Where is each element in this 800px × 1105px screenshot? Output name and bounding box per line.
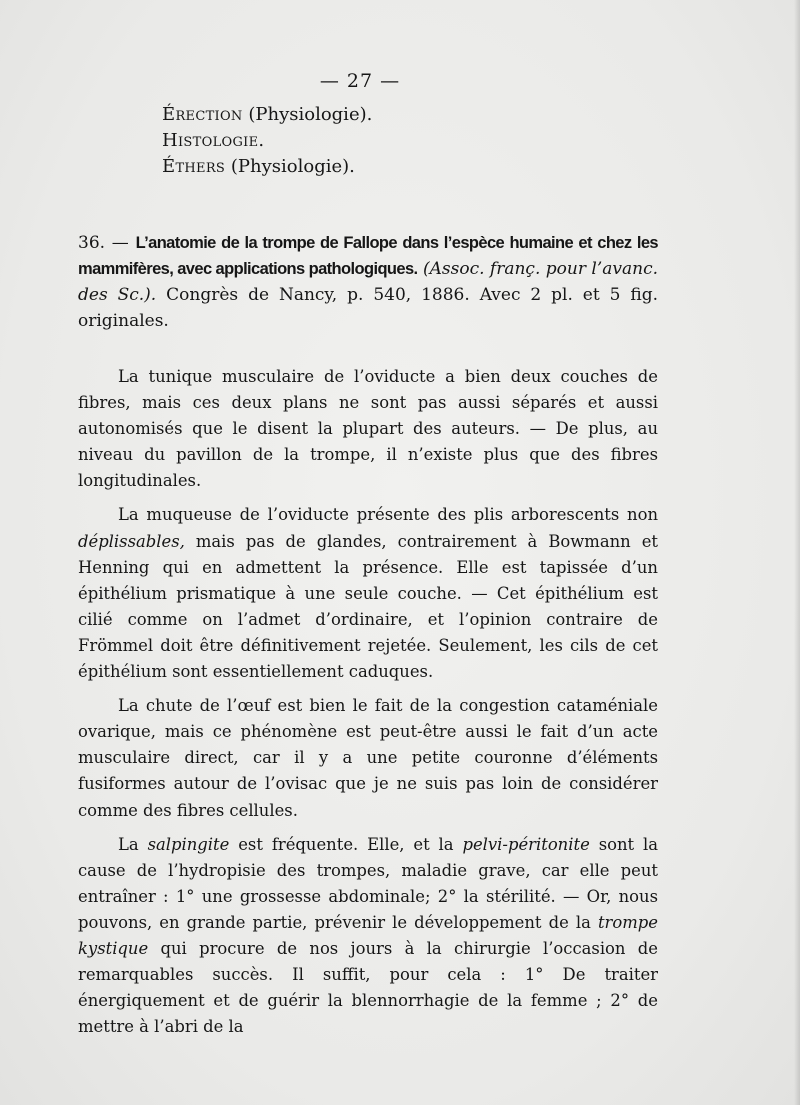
paragraph-text: La chute de l’œuf est bien le fait de la congestion cataméniale ovarique, mais ce phénomène est peut-être aussi le fait d’un acte musculaire direct, car il y a une petite couronne d’éléments fusiformes autour de l’ovisac que je ne suis pas loin de considérer comme des fibres cellules. (78, 696, 658, 820)
entry-details: Congrès de Nancy, p. 540, 1886. Avec 2 pl. et 5 fig. originales. (78, 285, 658, 331)
page-edge-shadow (794, 0, 800, 1105)
cross-reference-ethers (162, 154, 372, 180)
paragraph-text: mais pas de glandes, contrairement à Bowmann et Henning qui en admettent la présence. Elle est tapissée d’un épithélium prismatique à une seule couche. — Cet épithélium est cilié comme on l’admet d’ordinaire, et l’opinion contraire de Frömmel doit être définitivement rejetée. Seulement, les cils de cet épithélium sont essentiellement caduques. (78, 531, 658, 682)
page-number: — 27 — (319, 70, 401, 92)
paragraph-text: sont la cause de l’hydropisie des trompes, maladie grave, car elle peut entraîner : 1° une grossesse abdominale; 2° la stérilité. — Or, nous pouvons, en grande partie, prévenir le développement de la (78, 834, 659, 932)
italic-term: trompe kystique (78, 912, 658, 958)
paragraph-text: est fréquente. Elle, et la (238, 834, 454, 854)
paragraph-salpingitis (78, 832, 658, 1041)
xref-qualifier: (Physiologie). (230, 156, 355, 177)
italic-term: déplissables, (78, 531, 185, 551)
paragraph-mucosa (78, 502, 658, 685)
paragraph-musculature (78, 364, 658, 494)
xref-qualifier: (Physiologie). (248, 104, 373, 125)
paragraph-text: La tunique musculaire de l’oviducte a bien deux couches de fibres, mais ces deux plans ne sont pas aussi séparés et aussi autonomisés que le disent la plupart des auteurs. — De plus, au niveau du pavillon de la trompe, il n’existe plus que des fibres longitudinales. (78, 367, 658, 491)
italic-term: salpingite (147, 834, 230, 854)
body-text (78, 364, 658, 1040)
cross-reference-erection (162, 102, 372, 128)
xref-heading: Éthers (162, 156, 226, 177)
paragraph-ovulation (78, 693, 658, 823)
cross-reference-histologie (162, 128, 372, 154)
paragraph-text: La muqueuse de l’oviducte présente des plis arborescents non (118, 505, 658, 525)
cross-reference-list (162, 102, 372, 180)
entry-journal: (Assoc. franç. pour l’avanc. des Sc.). (78, 259, 659, 305)
bibliography-entry (78, 230, 658, 334)
paragraph-text: qui procure de nos jours à la chirurgie l’occasion de remarquables succès. Il suffit, pour cela : 1° De traiter énergiquement et de guérir la blennorrhagie de la femme ; 2° de mettre à l’abri de la (78, 938, 658, 1037)
xref-heading: Érection (162, 104, 243, 125)
paragraph-text: La (118, 834, 139, 854)
entry-title: L’anatomie de la trompe de Fallope dans l’espèce humaine et chez les mammifères, avec applications pathologiques. (78, 234, 658, 278)
xref-heading: Histologie. (162, 130, 265, 151)
entry-number: 36. — (78, 233, 129, 253)
italic-term: pelvi-péritonite (462, 834, 590, 854)
